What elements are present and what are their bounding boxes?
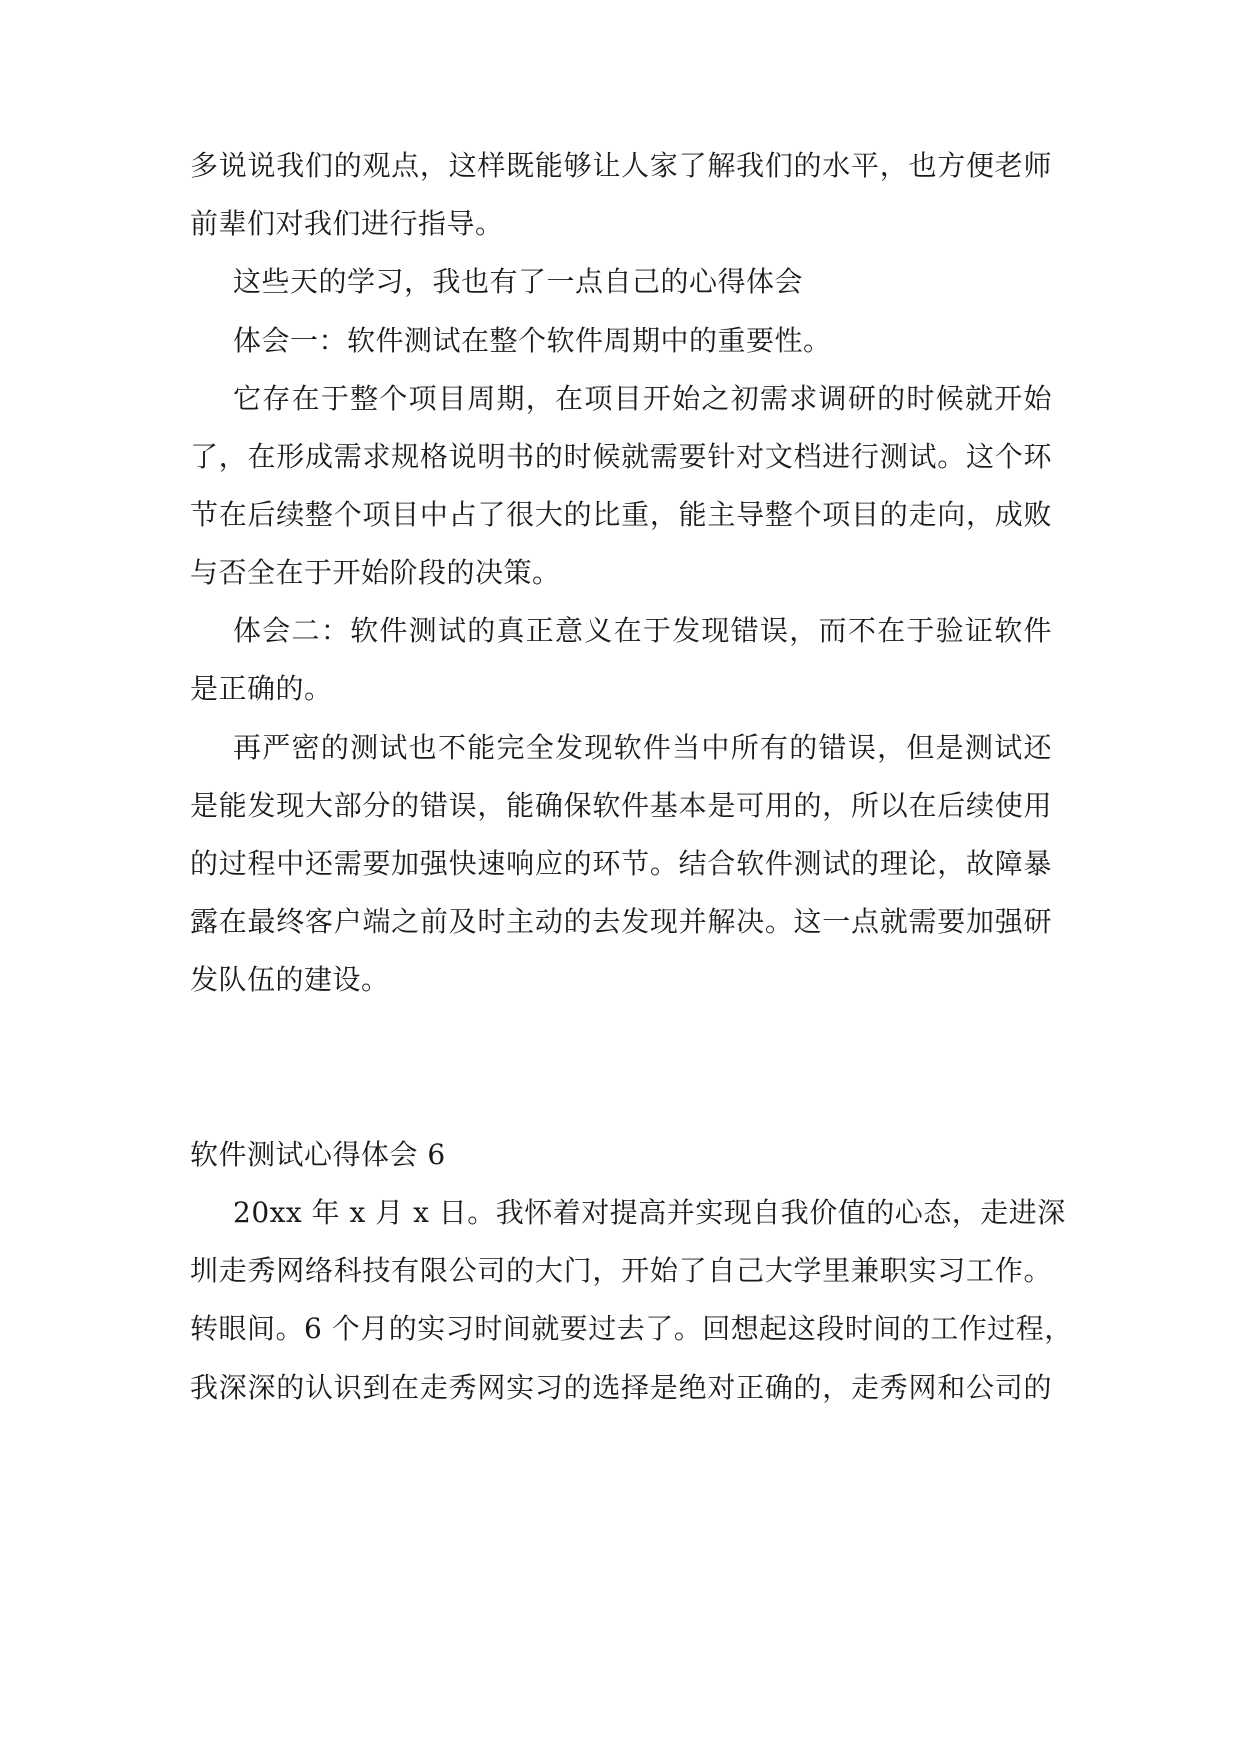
paragraph-line: 是能发现大部分的错误，能确保软件基本是可用的，所以在后续使用 [190, 789, 1052, 822]
paragraph-line: 它存在于整个项目周期，在项目开始之初需求调研的时候就开始 [233, 382, 1052, 415]
paragraph-line: 发队伍的建设。 [190, 963, 390, 996]
paragraph-line: 体会一：软件测试在整个软件周期中的重要性。 [233, 324, 832, 357]
paragraph-line: 是正确的。 [190, 672, 333, 705]
paragraph-line: 体会二：软件测试的真正意义在于发现错误，而不在于验证软件 [233, 614, 1052, 647]
paragraph-line: 多说说我们的观点，这样既能够让人家了解我们的水平，也方便老师 [190, 149, 1052, 182]
paragraph-line: 前辈们对我们进行指导。 [190, 207, 504, 240]
paragraph-line: 的过程中还需要加强快速响应的环节。结合软件测试的理论，故障暴 [190, 847, 1052, 880]
paragraph-line: 20xx 年 x 月 x 日。我怀着对提高并实现自我价值的心态，走进深 [233, 1196, 1066, 1229]
section-heading: 软件测试心得体会 6 [190, 1138, 446, 1171]
paragraph-line: 再严密的测试也不能完全发现软件当中所有的错误，但是测试还 [233, 731, 1052, 764]
paragraph-line: 露在最终客户端之前及时主动的去发现并解决。这一点就需要加强研 [190, 905, 1052, 938]
paragraph-line: 圳走秀网络科技有限公司的大门，开始了自己大学里兼职实习工作。 [190, 1254, 1052, 1287]
paragraph-line: 节在后续整个项目中占了很大的比重，能主导整个项目的走向，成败 [190, 498, 1052, 531]
paragraph-line: 与否全在于开始阶段的决策。 [190, 556, 561, 589]
paragraph-line: 这些天的学习，我也有了一点自己的心得体会 [233, 265, 804, 298]
paragraph-line: 我深深的认识到在走秀网实习的选择是绝对正确的，走秀网和公司的 [190, 1371, 1052, 1404]
paragraph-line: 转眼间。6 个月的实习时间就要过去了。回想起这段时间的工作过程， [190, 1312, 1073, 1345]
paragraph-line: 了，在形成需求规格说明书的时候就需要针对文档进行测试。这个环 [190, 440, 1052, 473]
